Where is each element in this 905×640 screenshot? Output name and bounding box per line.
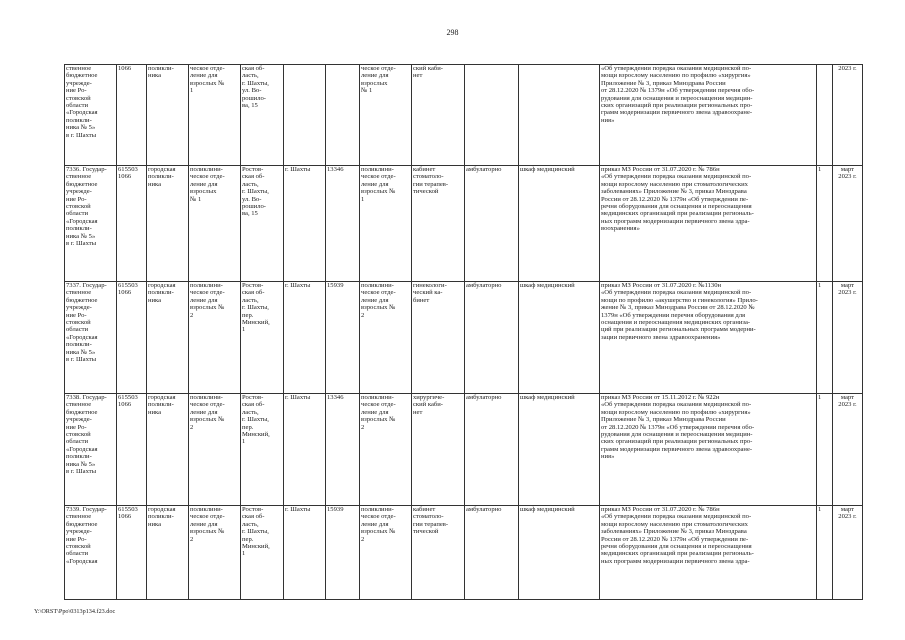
cell-unit: поликлини- ческое отде- ление для взрослых № 2 bbox=[360, 394, 412, 506]
institution-name: Государ- ственное бюджетное учрежде- ние Ро- стовской области «Городская bbox=[66, 506, 107, 565]
footer-file-path: Y:\ORST\Ppo\0313p134.f23.doc bbox=[34, 608, 116, 615]
cell-city: г. Шахты bbox=[284, 506, 326, 600]
equipment-table bbox=[64, 64, 863, 600]
cell-address: Ростов- ская об- ласть, г. Шахты, пер. Минский, 1 bbox=[241, 394, 284, 506]
table-row-7339 bbox=[65, 506, 863, 600]
cell-unit: ческое отде- ление для взрослых № 1 bbox=[360, 65, 412, 166]
cell-institution bbox=[65, 166, 117, 282]
cell-qty: 1 bbox=[817, 166, 833, 282]
cell-basis: приказ МЗ России от 15.11.2012 г. № 922н «Об утверждении порядка оказания медицинской по- мощи взрослому населению по профилю «хирургия» Приложение № 3, приказ Минздрава России от 28.12.2020 № 1379н «Об утверждении перечня обо- рудования для оснащения и переоснащения медицин- ских организаций при реализации региональных про- грамм модернизации первичного звена здравоохране- ния» bbox=[600, 394, 817, 506]
cell-basis: «Об утверждении порядка оказания медицинской по- мощи взрослому населению по профилю «хирургия» Приложение № 3, приказ Минздрава России от 28.12.2020 № 1379н «Об утверждении перечня обо- рудования для оснащения и переоснащения медицин- ских организаций при реализации региональных про- грамм модернизации первичного звена здравоохране- ния» bbox=[600, 65, 817, 166]
cell-city bbox=[284, 65, 326, 166]
cell-date: март 2023 г. bbox=[833, 282, 863, 394]
row-number: 7338. bbox=[66, 394, 81, 401]
row-number: 7336. bbox=[66, 166, 81, 173]
cell-address: Ростов- ская об- ласть, г. Шахты, пер. Минский, 1 bbox=[241, 506, 284, 600]
cell-item: шкаф медицинский bbox=[519, 394, 600, 506]
cell-qty: 1 bbox=[817, 506, 833, 600]
row-number: 7337. bbox=[66, 282, 81, 289]
cell-department: поликлини- ческое отде- ление для взрослых № 2 bbox=[189, 506, 241, 600]
cell-basis: приказ МЗ России от 31.07.2020 г. № 786н «Об утверждении порядка оказания медицинской по- мощи взрослому населению при стоматологических заболеваниях» Приложение № 3, приказ Минздрава России от 28.12.2020 № 1379н «Об утверждении пе- речня оборудования для оснащения и переоснащения медицинских организаций при реализации региональ- ных программ модернизации первичного звена здра- bbox=[600, 506, 817, 600]
cell-code2: 15939 bbox=[326, 506, 360, 600]
page-number: 298 bbox=[446, 28, 459, 37]
institution-name: Государ- ственное бюджетное учрежде- ние Ро- стовской области «Городская поликли- ника № 5» в г. Шахты bbox=[66, 394, 107, 476]
row-number: 7339. bbox=[66, 506, 81, 513]
cell-code2: 13346 bbox=[326, 166, 360, 282]
cell-department: поликлини- ческое отде- ление для взрослых № 2 bbox=[189, 394, 241, 506]
cell-room: ский каби- нет bbox=[412, 65, 465, 166]
cell-type: городская поликли- ника bbox=[147, 166, 189, 282]
cell-room: хирургиче- ский каби- нет bbox=[412, 394, 465, 506]
cell-city: г. Шахты bbox=[284, 394, 326, 506]
cell-basis: приказ МЗ России от 31.07.2020 г. №1130н «Об утверждении порядка оказания медицинской по- мощи по профилю «акушерство и гинекология» Прило- жение № 3, приказ Минздрава России от 28.12.2020 № 1379н «Об утверждении перечня оборудования для оснащения и переоснащения медицинских организа- ций при реализации региональных программ модерни- зации первичного звена здравоохранения» bbox=[600, 282, 817, 394]
cell-code: 615503 1066 bbox=[117, 394, 147, 506]
cell-institution bbox=[65, 394, 117, 506]
cell-date: март 2023 г. bbox=[833, 166, 863, 282]
cell-care: амбулаторно bbox=[465, 394, 519, 506]
institution-name: Государ- ственное бюджетное учрежде- ние Ро- стовской области «Городская поликли- ника № 5» в г. Шахты bbox=[66, 166, 107, 248]
cell-code: 615503 1066 bbox=[117, 166, 147, 282]
cell-institution bbox=[65, 506, 117, 600]
cell-item: шкаф медицинский bbox=[519, 282, 600, 394]
cell-department: поликлини- ческое отде- ление для взрослых № 1 bbox=[189, 166, 241, 282]
cell-type: городская поликли- ника bbox=[147, 394, 189, 506]
cell-city: г. Шахты bbox=[284, 166, 326, 282]
institution-name: Государ- ственное бюджетное учрежде- ние Ро- стовской области «Городская поликли- ника № 5» в г. Шахты bbox=[66, 282, 107, 364]
cell-care: амбулаторно bbox=[465, 166, 519, 282]
cell-unit: поликлини- ческое отде- ление для взрослых № 2 bbox=[360, 282, 412, 394]
cell-date: март 2023 г. bbox=[833, 506, 863, 600]
cell-care bbox=[465, 65, 519, 166]
cell-care: амбулаторно bbox=[465, 506, 519, 600]
cell-code2: 15939 bbox=[326, 282, 360, 394]
cell-address: Ростов- ская об- ласть, г. Шахты, пер. Минский, 1 bbox=[241, 282, 284, 394]
cell-institution: ственное бюджетное учрежде- ние Ро- стовской области «Городская поликли- ника № 5» в г. Шахты bbox=[65, 65, 117, 166]
cell-room: кабинет стоматоло- гии терапев- тической bbox=[412, 166, 465, 282]
cell-address: Ростов- ская об- ласть, г. Шахты, ул. Во- рошило- ва, 15 bbox=[241, 166, 284, 282]
cell-department: поликлини- ческое отде- ление для взрослых № 2 bbox=[189, 282, 241, 394]
cell-code: 615503 1066 bbox=[117, 506, 147, 600]
cell-code: 615503 1066 bbox=[117, 282, 147, 394]
table-row-continuation bbox=[65, 65, 863, 166]
cell-item: шкаф медицинский bbox=[519, 506, 600, 600]
cell-room: гинекологи- ческий ка- бинет bbox=[412, 282, 465, 394]
table-row-7337 bbox=[65, 282, 863, 394]
cell-date: март 2023 г. bbox=[833, 394, 863, 506]
cell-address: ская об- ласть, г. Шахты, ул. Во- рошило- ва, 15 bbox=[241, 65, 284, 166]
cell-type: городская поликли- ника bbox=[147, 506, 189, 600]
cell-type: городская поликли- ника bbox=[147, 282, 189, 394]
cell-room: кабинет стоматоло- гии терапев- тической bbox=[412, 506, 465, 600]
cell-code2: 13346 bbox=[326, 394, 360, 506]
cell-date: 2023 г. bbox=[833, 65, 863, 166]
cell-unit: поликлини- ческое отде- ление для взрослых № 2 bbox=[360, 506, 412, 600]
cell-city: г. Шахты bbox=[284, 282, 326, 394]
cell-department: ческое отде- ление для взрослых № 1 bbox=[189, 65, 241, 166]
cell-type: поликли- ника bbox=[147, 65, 189, 166]
cell-qty: 1 bbox=[817, 282, 833, 394]
cell-code: 1066 bbox=[117, 65, 147, 166]
table-row-7336 bbox=[65, 166, 863, 282]
table-row-7338 bbox=[65, 394, 863, 506]
cell-code2 bbox=[326, 65, 360, 166]
cell-care: амбулаторно bbox=[465, 282, 519, 394]
cell-qty bbox=[817, 65, 833, 166]
cell-item: шкаф медицинский bbox=[519, 166, 600, 282]
cell-basis: приказ МЗ России от 31.07.2020 г. № 786н «Об утверждении порядка оказания медицинской по- мощи взрослому населению при стоматологических заболеваниях» Приложение № 3, приказ Минздрава России от 28.12.2020 № 1379н «Об утверждении пе- речня оборудования для оснащения и переоснащения медицинских организаций при реализации региональ- ных программ модернизации первичного звена здра- воохранения» bbox=[600, 166, 817, 282]
cell-institution bbox=[65, 282, 117, 394]
cell-qty: 1 bbox=[817, 394, 833, 506]
cell-item bbox=[519, 65, 600, 166]
cell-unit: поликлини- ческое отде- ление для взрослых № 1 bbox=[360, 166, 412, 282]
